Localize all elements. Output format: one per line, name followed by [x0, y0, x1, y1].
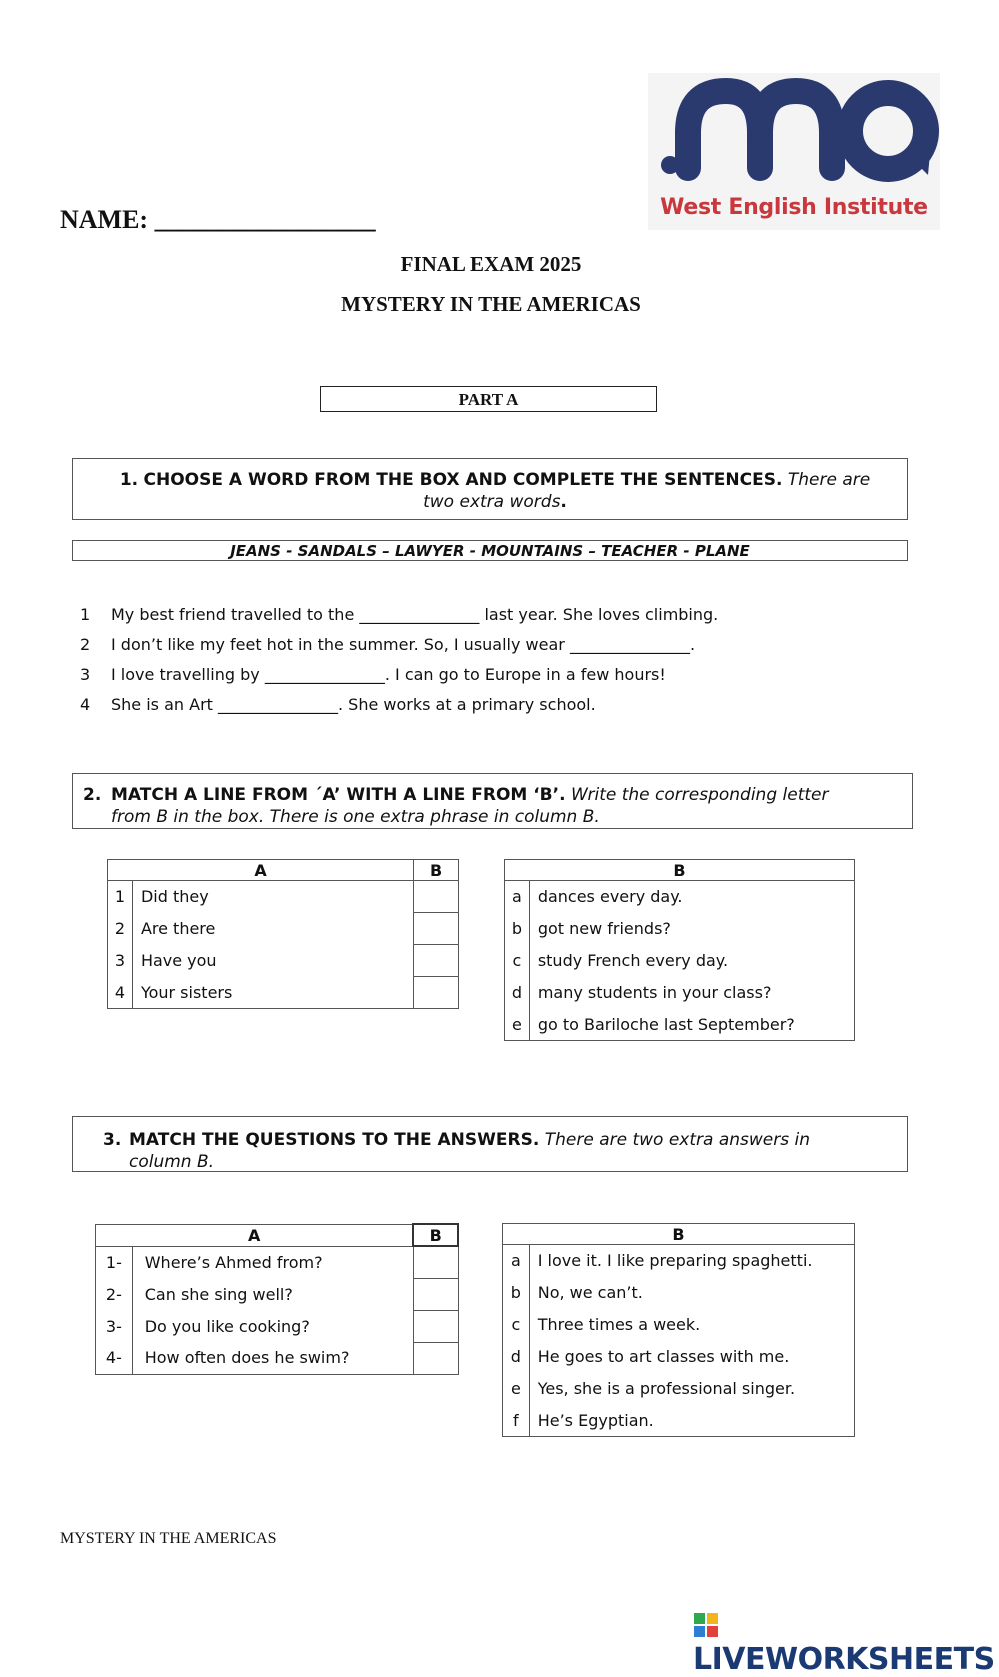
row-letter: e	[505, 1009, 530, 1041]
table-header-b: B	[505, 860, 855, 881]
page-footer: MYSTERY IN THE AMERICAS	[60, 1530, 277, 1547]
watermark-text: LIVEWORKSHEETS	[693, 1642, 995, 1677]
table-row	[503, 1309, 855, 1341]
q2-table-b	[504, 859, 855, 1041]
q1-instruction-italic-2: two extra words	[423, 492, 561, 512]
row-text: Your sisters	[132, 977, 413, 1009]
row-letter: d	[503, 1341, 530, 1373]
q2-instruction-italic-1: Write the corresponding letter	[570, 785, 829, 805]
row-text: Three times a week.	[529, 1309, 854, 1341]
row-number: 2	[108, 913, 133, 945]
table-row	[503, 1405, 855, 1437]
row-letter: b	[503, 1277, 530, 1309]
row-letter: e	[503, 1373, 530, 1405]
table-row	[96, 1310, 459, 1342]
sentence-text: My best friend travelled to the _______________ last year. She loves climbing.	[111, 605, 719, 624]
q3-table-a	[95, 1223, 459, 1375]
word-box: JEANS - SANDALS – LAWYER - MOUNTAINS – TEACHER - PLANE	[72, 540, 908, 561]
q3-number: 3.	[103, 1130, 122, 1150]
table-row	[505, 881, 855, 913]
answer-box-3[interactable]	[414, 945, 459, 977]
part-a-heading: PART A	[320, 386, 657, 412]
table-row	[505, 1009, 855, 1041]
row-letter: a	[505, 881, 530, 913]
row-letter: c	[505, 945, 530, 977]
row-text: study French every day.	[529, 945, 854, 977]
row-letter: f	[503, 1405, 530, 1437]
row-number: 2-	[96, 1278, 133, 1310]
row-text: He goes to art classes with me.	[529, 1341, 854, 1373]
q2-table-a	[107, 859, 459, 1009]
row-number: 1	[108, 881, 133, 913]
answer-box-4[interactable]	[414, 977, 459, 1009]
q2-number: 2.	[83, 785, 102, 805]
table-row	[108, 977, 459, 1009]
q3-table-b	[502, 1223, 855, 1437]
sentence-text: She is an Art _______________. She works at a primary school.	[111, 695, 596, 714]
row-text: How often does he swim?	[132, 1342, 413, 1374]
row-number: 1-	[96, 1246, 133, 1278]
institute-logo	[648, 73, 940, 230]
sentence-text: I love travelling by _______________. I can go to Europe in a few hours!	[111, 665, 666, 684]
exam-subtitle: MYSTERY IN THE AMERICAS	[341, 292, 641, 316]
q1-number: 1.	[119, 470, 139, 490]
q3-instruction-italic-2: column B.	[129, 1152, 215, 1172]
name-field-label: NAME: _________________	[60, 205, 376, 234]
row-letter: a	[503, 1245, 530, 1277]
table-header-b: B	[413, 1224, 458, 1246]
sentence-number: 1	[80, 605, 91, 624]
table-row	[108, 945, 459, 977]
row-number: 3-	[96, 1310, 133, 1342]
row-text: He’s Egyptian.	[529, 1405, 854, 1437]
q2-instruction-italic-2: from B in the box. There is one extra phrase in column B.	[111, 807, 600, 827]
q1-instruction-box	[72, 458, 908, 520]
table-header-a: A	[108, 860, 414, 881]
sentence-number: 3	[80, 665, 91, 684]
row-text: many students in your class?	[529, 977, 854, 1009]
row-text: Where’s Ahmed from?	[132, 1246, 413, 1278]
table-row	[503, 1373, 855, 1405]
row-number: 4	[108, 977, 133, 1009]
table-row	[505, 977, 855, 1009]
sentence-number: 2	[80, 635, 91, 654]
answer-box-2[interactable]	[414, 913, 459, 945]
answer-box-1[interactable]	[413, 1246, 458, 1278]
table-row	[503, 1245, 855, 1277]
row-text: No, we can’t.	[529, 1277, 854, 1309]
table-row	[108, 913, 459, 945]
row-text: Do you like cooking?	[132, 1310, 413, 1342]
q2-instruction-bold: MATCH A LINE FROM ´A’ WITH A LINE FROM ‘B’.	[111, 785, 566, 805]
q3-instruction-italic-1: There are two extra answers in	[544, 1130, 810, 1150]
row-letter: b	[505, 913, 530, 945]
table-row	[505, 945, 855, 977]
liveworksheets-watermark	[693, 1607, 999, 1677]
q1-instruction-bold: CHOOSE A WORD FROM THE BOX AND COMPLETE THE SENTENCES.	[143, 470, 783, 490]
row-text: go to Bariloche last September?	[529, 1009, 854, 1041]
row-text: Did they	[132, 881, 413, 913]
row-text: Can she sing well?	[132, 1278, 413, 1310]
row-text: got new friends?	[529, 913, 854, 945]
table-row	[96, 1342, 459, 1374]
row-letter: c	[503, 1309, 530, 1341]
table-header-a: A	[96, 1224, 414, 1246]
q2-instruction-box	[72, 773, 913, 829]
row-text: Have you	[132, 945, 413, 977]
row-text: Yes, she is a professional singer.	[529, 1373, 854, 1405]
row-text: I love it. I like preparing spaghetti.	[529, 1245, 854, 1277]
row-text: dances every day.	[529, 881, 854, 913]
table-row	[505, 913, 855, 945]
answer-box-3[interactable]	[413, 1310, 458, 1342]
sentence-text: I don’t like my feet hot in the summer. So, I usually wear _______________.	[111, 635, 696, 654]
q3-instruction-bold: MATCH THE QUESTIONS TO THE ANSWERS.	[129, 1130, 540, 1150]
row-text: Are there	[132, 913, 413, 945]
logo-mark-icon	[648, 73, 940, 193]
q1-instruction-italic-1: There are	[787, 470, 871, 490]
sentence-number: 4	[80, 695, 91, 714]
table-row	[108, 881, 459, 913]
answer-box-2[interactable]	[413, 1278, 458, 1310]
answer-box-4[interactable]	[413, 1342, 458, 1374]
row-number: 3	[108, 945, 133, 977]
table-row	[96, 1246, 459, 1278]
table-row	[96, 1278, 459, 1310]
liveworksheets-icon	[693, 1612, 719, 1638]
answer-box-1[interactable]	[414, 881, 459, 913]
table-header-b: B	[414, 860, 459, 881]
table-row	[503, 1277, 855, 1309]
table-header-b: B	[503, 1224, 855, 1245]
table-row	[503, 1341, 855, 1373]
row-number: 4-	[96, 1342, 133, 1374]
exam-title: FINAL EXAM 2025	[400, 252, 582, 276]
logo-text: West English Institute	[660, 195, 928, 220]
row-letter: d	[505, 977, 530, 1009]
q1-instruction-end: .	[560, 492, 567, 512]
q3-instruction-box	[72, 1116, 908, 1172]
